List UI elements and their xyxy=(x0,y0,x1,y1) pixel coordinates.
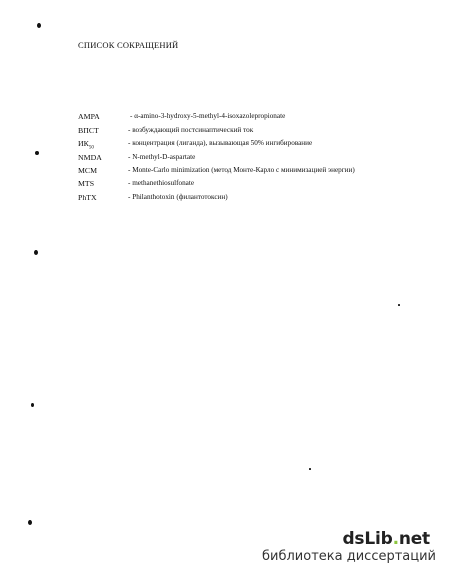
scan-speck xyxy=(398,304,400,306)
abbreviation-definition: - α-amino-3-hydroxy-5-methyl-4-isoxazolepropionate xyxy=(130,112,286,120)
list-item xyxy=(78,139,378,151)
watermark-logo-dot: . xyxy=(392,529,399,549)
scan-speck xyxy=(309,468,311,470)
abbreviation-term: MTS xyxy=(78,179,95,189)
abbreviation-term: NMDA xyxy=(78,152,102,162)
scan-speck xyxy=(37,23,41,28)
abbreviation-term-main: ИК xyxy=(78,139,89,149)
abbreviation-list xyxy=(78,112,378,207)
abbreviation-term-subscript: 50 xyxy=(88,145,94,151)
scan-speck xyxy=(35,151,39,155)
list-item xyxy=(78,153,378,162)
watermark-logo-prefix: dsLib xyxy=(342,529,393,549)
abbreviation-definition: - Philanthotoxin (филантотоксин) xyxy=(128,192,228,201)
abbreviation-definition: - N-methyl-D-aspartate xyxy=(128,152,196,161)
page-title: СПИСОК СОКРАЩЕНИЙ xyxy=(78,40,179,50)
abbreviation-term: MCM xyxy=(78,166,98,176)
watermark-tagline: библиотека диссертаций xyxy=(262,549,436,564)
abbreviation-term: ВПСТ xyxy=(78,125,99,135)
scan-speck xyxy=(34,250,38,255)
list-item xyxy=(78,193,378,202)
list-item xyxy=(78,166,378,175)
scan-speck xyxy=(28,520,32,525)
abbreviation-term: AMPA xyxy=(78,112,100,121)
watermark-logo xyxy=(342,529,430,549)
abbreviation-term: PhTX xyxy=(78,192,97,202)
scan-speck xyxy=(31,403,34,407)
list-item xyxy=(78,126,378,135)
list-item xyxy=(78,179,378,188)
watermark-logo-suffix: net xyxy=(398,529,430,549)
list-item xyxy=(78,112,378,121)
abbreviation-definition: - methanethiosulfonate xyxy=(128,179,195,188)
abbreviation-term xyxy=(78,139,94,153)
abbreviation-definition: - концентрация (лиганда), вызывающая 50% ингибирование xyxy=(128,139,313,148)
abbreviation-definition: - Monte-Carlo minimization (метод Монте-Карло с минимизацией энергии) xyxy=(128,166,355,175)
abbreviation-definition: - возбуждающий постсинаптический ток xyxy=(128,125,254,134)
